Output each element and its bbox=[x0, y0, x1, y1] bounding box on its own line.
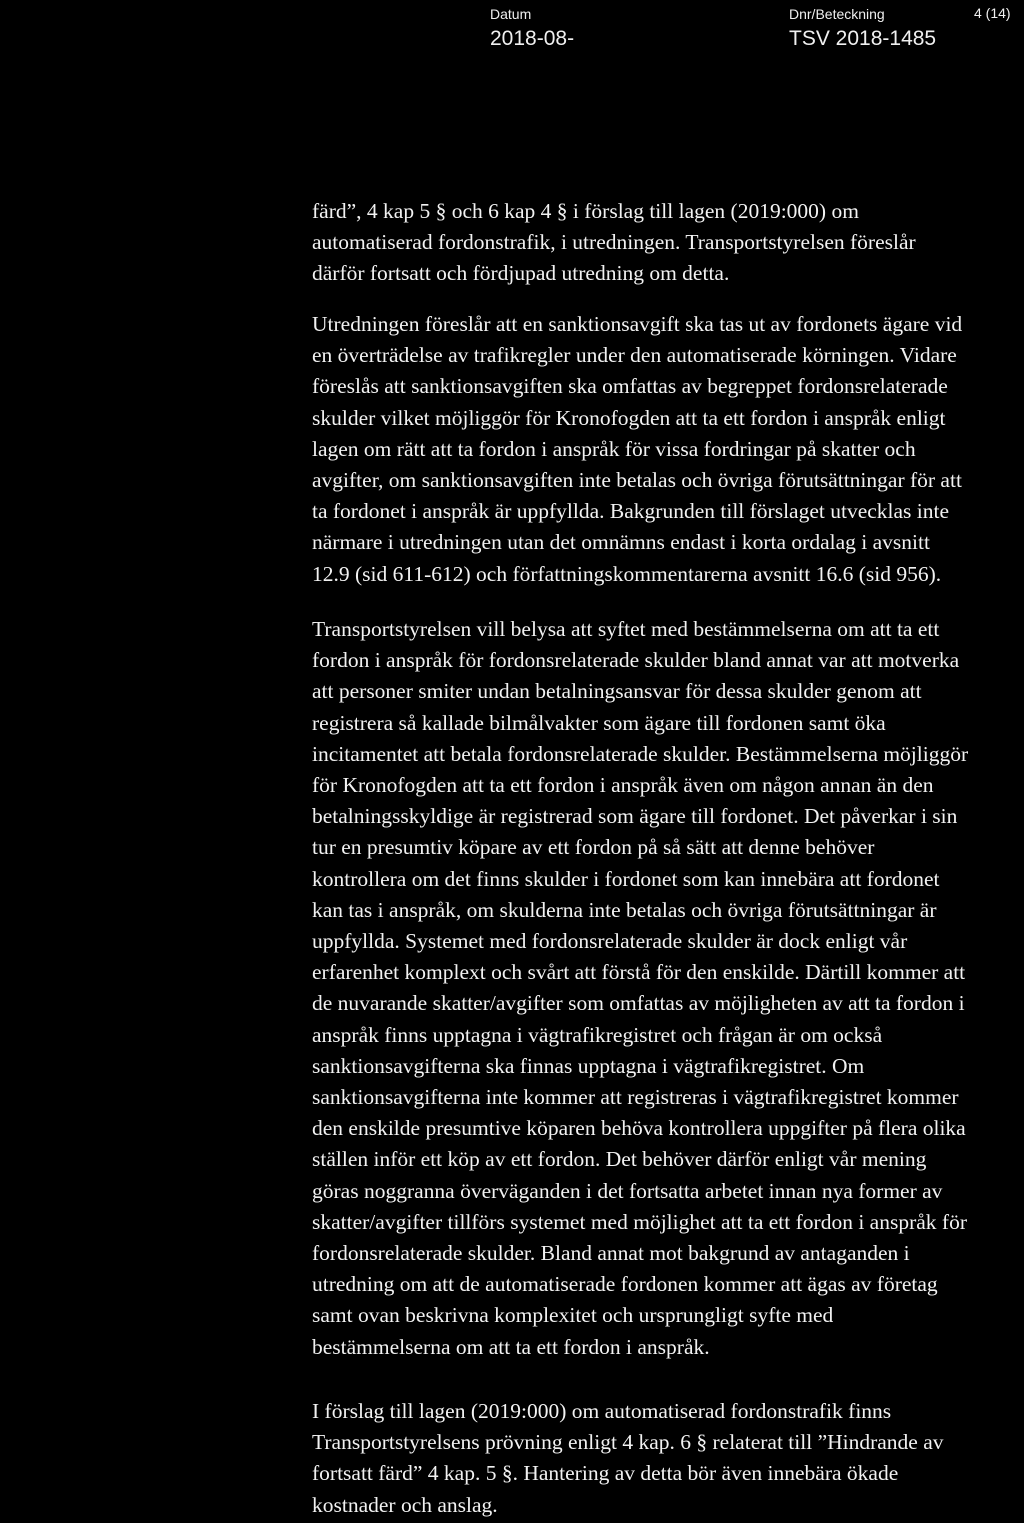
text-line: föreslås att sanktionsavgiften ska omfattas av begreppet fordonsrelaterade bbox=[312, 374, 948, 399]
text-line: utredning om att de automatiserade fordonen kommer att ägas av företag bbox=[312, 1272, 938, 1297]
text-line: kan tas i anspråk, om skulderna inte betalas och övriga förutsättningar är bbox=[312, 897, 937, 922]
page-number: 4 (14) bbox=[974, 5, 1011, 21]
text-line: fordonsrelaterade skulder. Bland annat mot bakgrund av antaganden i bbox=[312, 1241, 910, 1266]
text-line: registrera så kallade bilmålvakter som ägare till fordonen samt öka bbox=[312, 710, 886, 735]
text-line: Transportstyrelsen vill belysa att syftet med bestämmelserna om att ta ett bbox=[312, 617, 940, 641]
text-line: den enskilde presumtive köparen behöva kontrollera uppgifter på flera olika bbox=[312, 1116, 966, 1141]
text-line: avgifter, om sanktionsavgiften inte betalas och övriga förutsättningar för att bbox=[312, 468, 962, 493]
text-line: en överträdelse av trafikregler under den automatiserade körningen. Vidare bbox=[312, 343, 957, 368]
text-line: ta fordonet i anspråk är uppfyllda. Bakgrunden till förslaget utvecklas inte bbox=[312, 499, 950, 524]
paragraph bbox=[312, 196, 1002, 290]
text-line: färd”, 4 kap 5 § och 6 kap 4 § i förslag till lagen (2019:000) om bbox=[312, 199, 859, 223]
reference-label: Dnr/Beteckning bbox=[789, 6, 885, 22]
text-line: lagen om rätt att ta fordon i anspråk för vissa fordringar på skatter och bbox=[312, 436, 916, 461]
text-line: automatiserad fordonstrafik, i utredningen. Transportstyrelsen föreslår bbox=[312, 230, 916, 255]
text-line: fordon i anspråk för fordonsrelaterade skulder bland annat var att motverka bbox=[312, 648, 960, 673]
date-value: 2018-08- bbox=[490, 27, 575, 50]
text-line: kontrollera om det finns skulder i fordonet som kan innebära att fordonet bbox=[312, 866, 940, 891]
paragraph bbox=[312, 614, 1002, 1363]
text-line: Transportstyrelsens prövning enligt 4 kap. 6 § relaterat till ”Hindrande av bbox=[312, 1430, 944, 1455]
text-line: incitamentet att betala fordonsrelaterade skulder. Bestämmelserna möjliggör bbox=[312, 741, 969, 766]
text-line: I förslag till lagen (2019:000) om automatiserad fordonstrafik finns bbox=[312, 1399, 892, 1423]
text-line: Utredningen föreslår att en sanktionsavgift ska tas ut av fordonets ägare vid bbox=[312, 312, 963, 336]
paragraph bbox=[312, 309, 1002, 590]
text-line: tur en presumtiv köpare av ett fordon på så sätt att denne behöver bbox=[312, 835, 875, 860]
text-line: de nuvarande skatter/avgifter som omfattas av möjligheten av att ta fordon i bbox=[312, 991, 965, 1016]
text-line: erfarenhet komplext och svårt att förstå för den enskilde. Därtill kommer att bbox=[312, 960, 966, 985]
text-line: sanktionsavgifterna ska finnas upptagna i vägtrafikregistret. Om bbox=[312, 1053, 865, 1078]
text-line: 12.9 (sid 611-612) och författningskommentarerna avsnitt 16.6 (sid 956). bbox=[312, 561, 942, 586]
reference-value: TSV 2018-1485 bbox=[789, 27, 937, 50]
text-line: anspråk finns upptagna i vägtrafikregistret och frågan är om också bbox=[312, 1022, 883, 1047]
text-line: för Kronofogden att ta ett fordon i anspråk även om någon annan än den bbox=[312, 773, 934, 798]
text-line: kostnader och anslag. bbox=[312, 1492, 498, 1517]
text-line: sanktionsavgifterna inte kommer att registreras i vägtrafikregistret kommer bbox=[312, 1085, 959, 1110]
text-line: samt ovan beskrivna komplexitet och ursprungligt syfte med bbox=[312, 1303, 834, 1328]
text-line: bestämmelserna om att ta ett fordon i anspråk. bbox=[312, 1334, 710, 1359]
text-line: betalningsskyldige är registrerad som ägare till fordonet. Det påverkar i sin bbox=[312, 804, 958, 829]
text-line: fortsatt färd” 4 kap. 5 §. Hantering av detta bör även innebära ökade bbox=[312, 1461, 899, 1486]
text-line: skulder vilket möjliggör för Kronofogden att ta ett fordon i anspråk enligt bbox=[312, 405, 946, 430]
paragraph bbox=[312, 1396, 1002, 1521]
text-line: närmare i utredningen utan det omnämns endast i korta ordalag i avsnitt bbox=[312, 530, 930, 555]
date-label: Datum bbox=[490, 6, 532, 22]
text-line: ställen inför ett köp av ett fordon. Det behöver därför enligt vår mening bbox=[312, 1147, 927, 1172]
text-line: skatter/avgifter tillförs systemet med möjlighet att ta ett fordon i anspråk för bbox=[312, 1209, 967, 1234]
text-line: därför fortsatt och fördjupad utredning om detta. bbox=[312, 261, 730, 286]
text-line: att personer smiter undan betalningsansvar för dessa skulder genom att bbox=[312, 679, 922, 704]
text-line: göras noggranna överväganden i det fortsatta arbetet innan nya former av bbox=[312, 1178, 943, 1203]
text-line: uppfyllda. Systemet med fordonsrelaterade skulder är dock enligt vår bbox=[312, 929, 908, 954]
